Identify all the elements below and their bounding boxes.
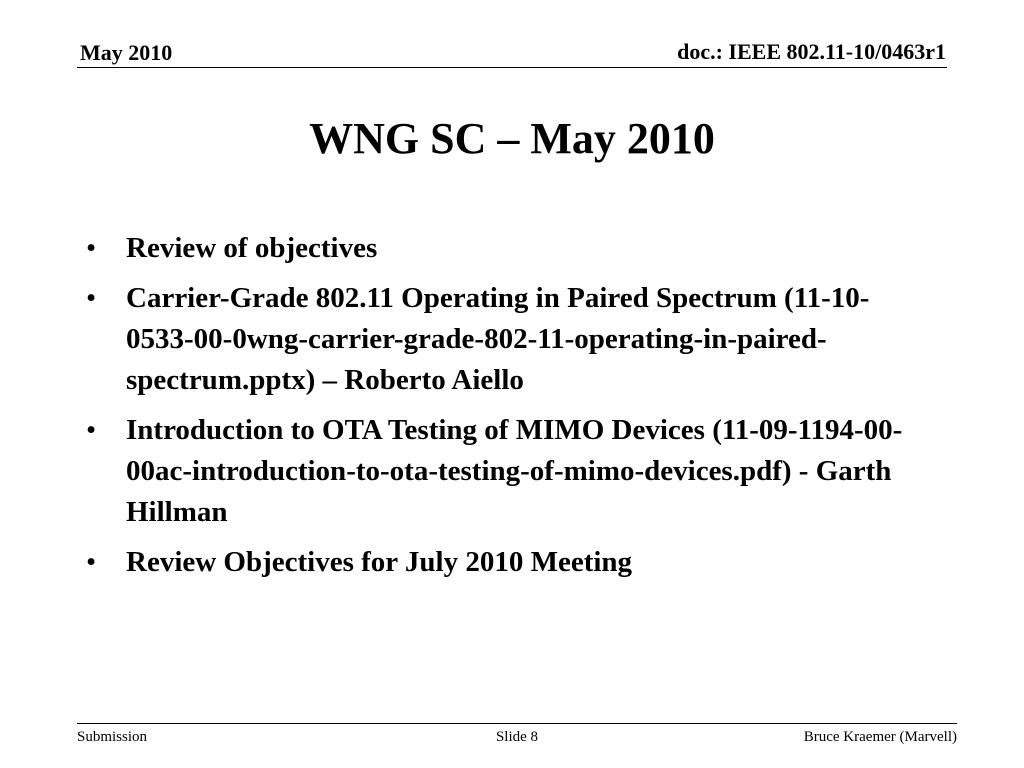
footer-author: Bruce Kraemer (Marvell) xyxy=(803,729,957,745)
footer-submission: Submission xyxy=(77,729,148,745)
bullet-item xyxy=(86,410,936,533)
bullet-icon: • xyxy=(86,232,97,264)
bullet-text: Review of objectives xyxy=(126,232,378,264)
bullet-icon: • xyxy=(86,546,97,578)
bullet-text: Carrier-Grade 802.11 Operating in Paired Spectrum (11-10-0533-00-0wng-carrier-grade-802-11-operating-in-paired-spectrum.pptx) – Roberto Aiello xyxy=(126,282,870,396)
bullet-item xyxy=(86,228,936,269)
slide-title: WNG SC – May 2010 xyxy=(309,114,715,163)
slide-number: Slide 8 xyxy=(495,729,539,745)
bullet-text: Review Objectives for July 2010 Meeting xyxy=(126,546,633,578)
document-id: doc.: IEEE 802.11-10/0463r1 xyxy=(677,39,946,64)
bullet-icon: • xyxy=(86,414,97,446)
header-divider xyxy=(77,67,947,68)
bullet-list xyxy=(86,228,936,592)
bullet-icon: • xyxy=(86,282,97,314)
bullet-item xyxy=(86,542,936,583)
bullet-text: Introduction to OTA Testing of MIMO Devices (11-09-1194-00-00ac-introduction-to-ota-testing-of-mimo-devices.pdf) - Garth Hillman xyxy=(126,414,903,528)
bullet-item xyxy=(86,278,936,401)
header-date: May 2010 xyxy=(80,40,173,65)
footer-divider xyxy=(77,723,957,724)
